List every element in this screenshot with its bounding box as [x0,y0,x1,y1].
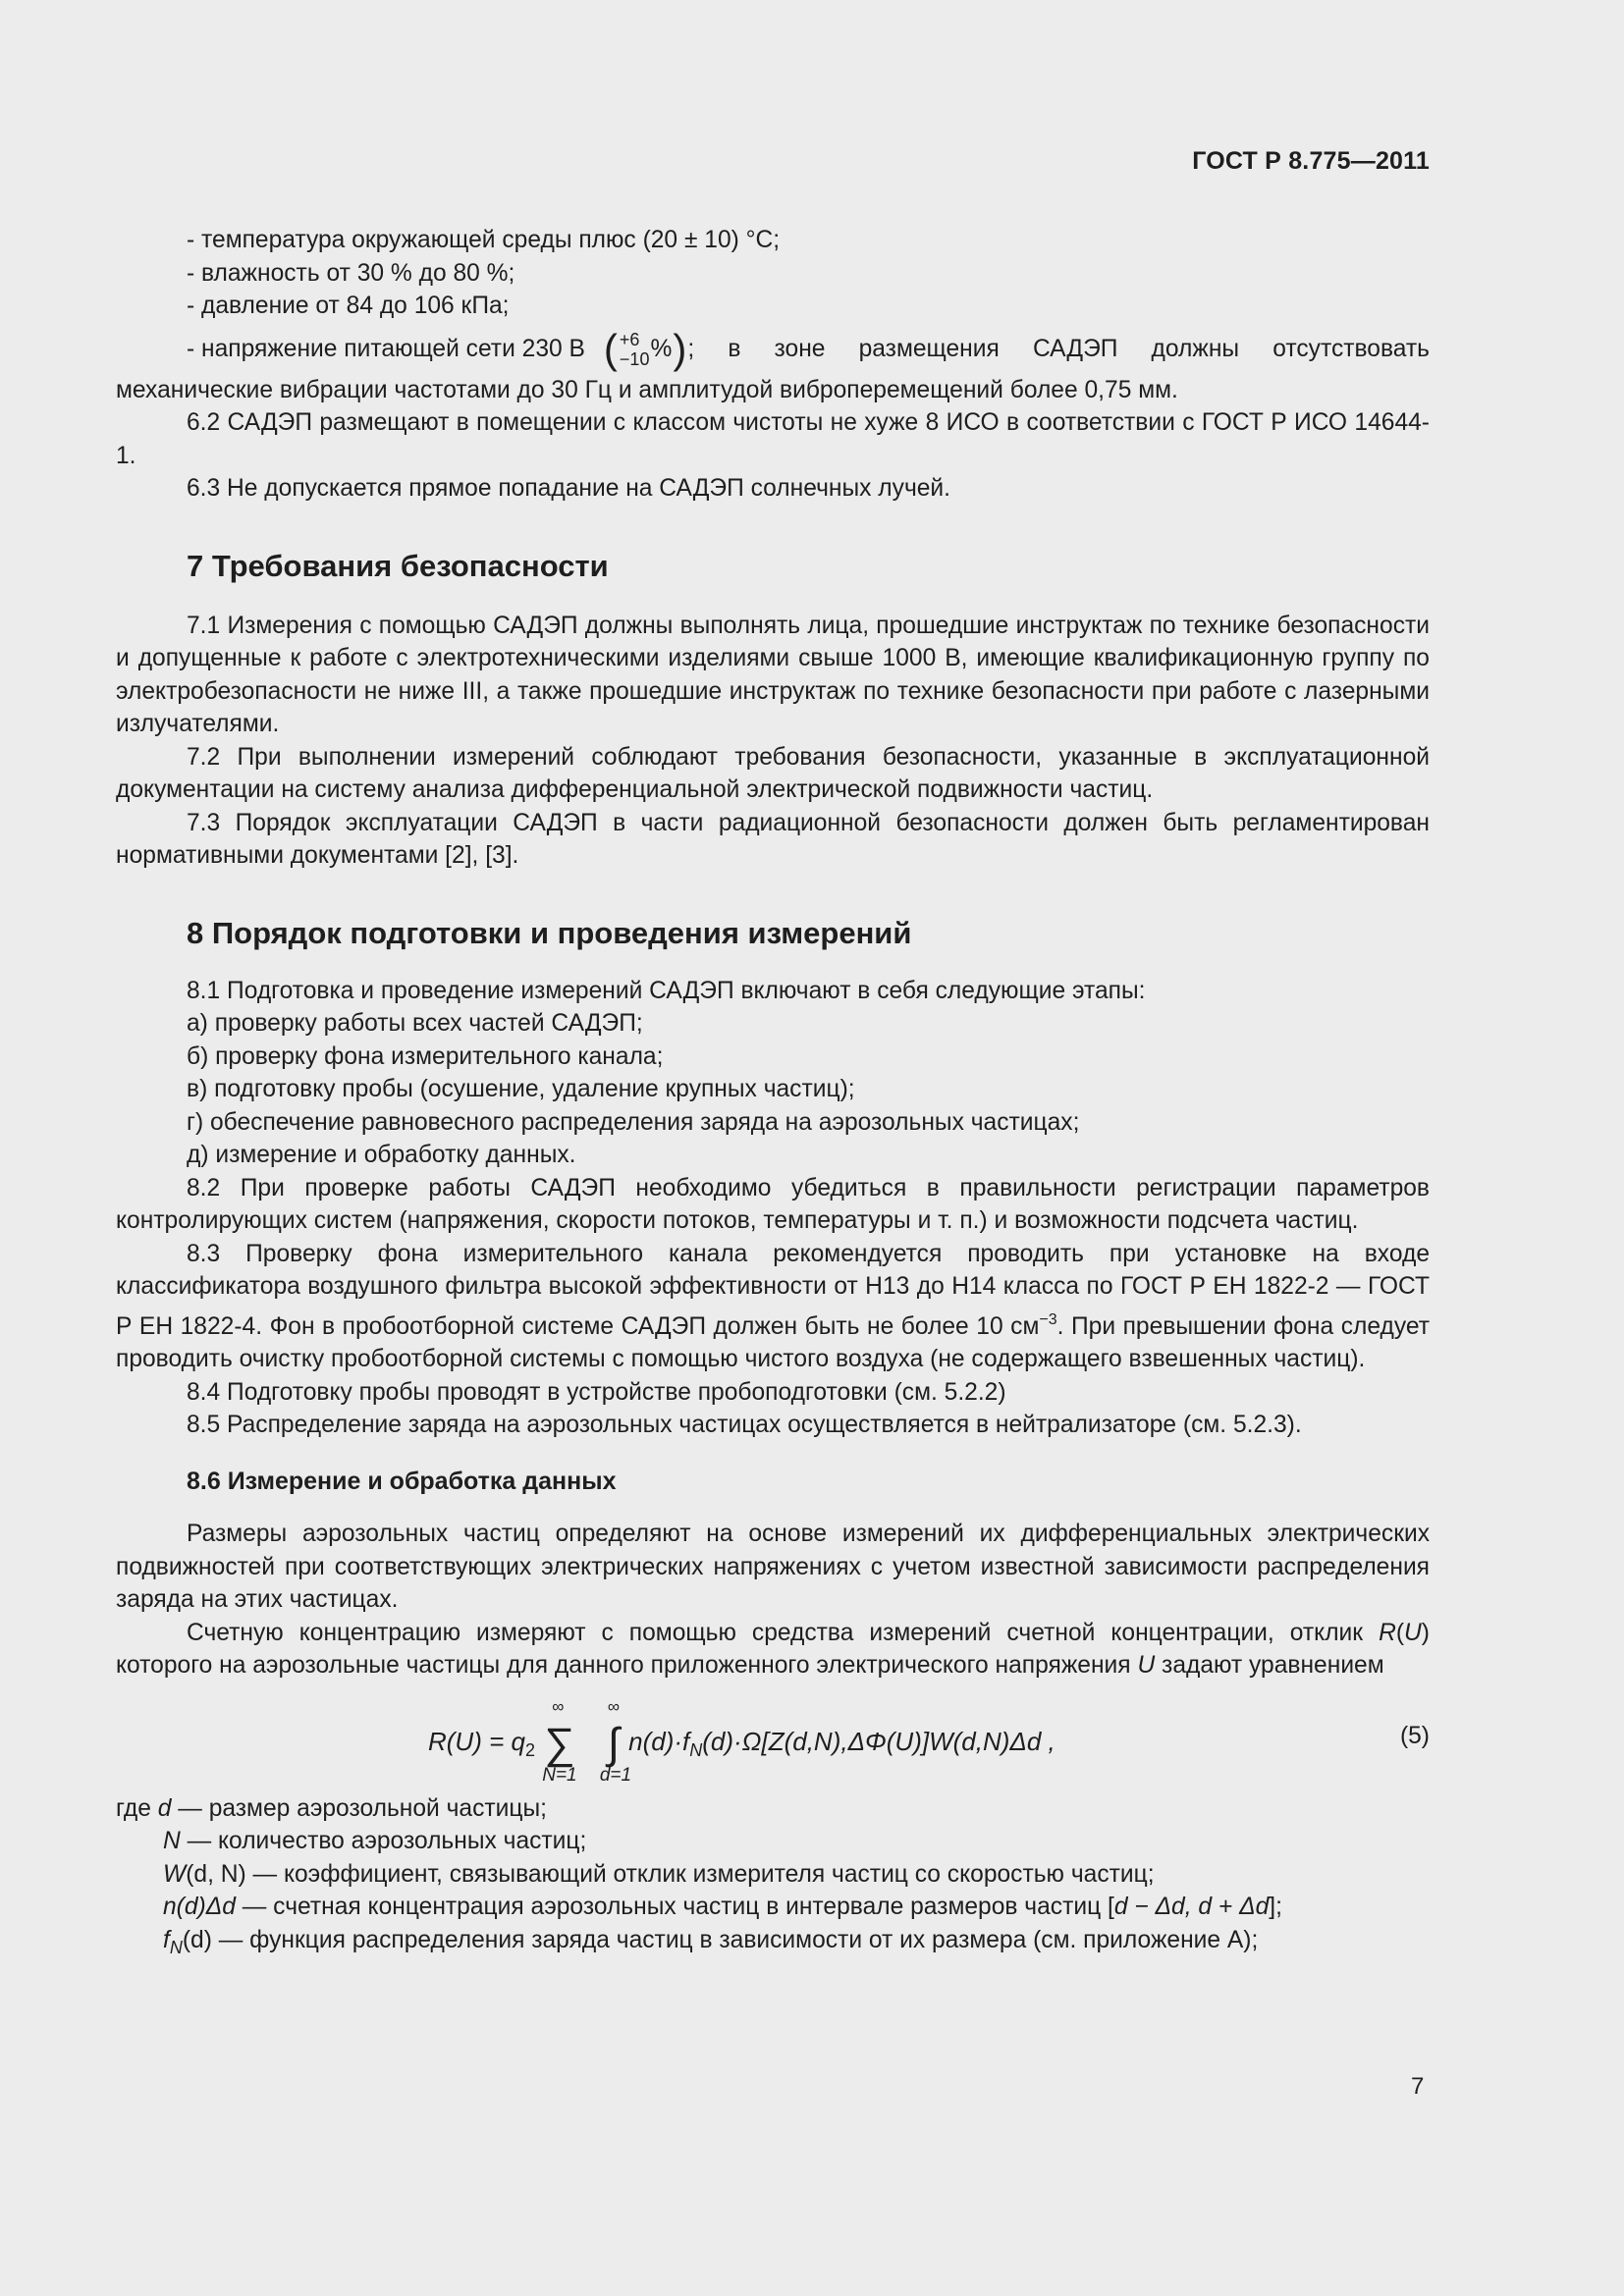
paragraph-7-3: 7.3 Порядок эксплуатации САДЭП в части радиационной безопасности должен быть регламентирован нормативными документами [2], [3]. [116,809,1430,869]
definition-symbol: N [163,1828,181,1854]
formula-q-subscript: 2 [524,1739,535,1760]
definition-symbol: f [163,1926,170,1953]
paragraph-8-6-1: Размеры аэрозольных частиц определяют на основе измерений их дифференциальных электрических подвижностей при соответствующих электрических напряжениях с учетом известной зависимости распределения заряда на этих частицах. [116,1521,1430,1613]
integral-operator [599,1696,632,1786]
condition-voltage [116,325,1430,372]
definition-args: (d) [182,1926,212,1953]
right-paren: ) [673,325,687,372]
integral-upper-limit: ∞ [607,1696,620,1716]
voltage-continuation: механические вибрации частотами до 30 Гц и амплитудой виброперемещений более 0,75 мм. [116,376,1178,403]
tolerance-minus: −10 [619,348,650,369]
paragraph-8-5: 8.5 Распределение заряда на аэрозольных частицах осуществляется в нейтрализаторе (см. 5.2.3). [187,1412,1302,1438]
formula-number: (5) [1399,1722,1430,1749]
definitions-list [116,1792,1430,1965]
paragraph-8-6-2-text: Счетную концентрацию измеряют с помощью средства измерений счетной концентрации, отклик [187,1619,1364,1646]
definition-nd [116,1891,1430,1924]
voltage-tolerance [620,330,650,369]
paragraph-6-2: 6.2 САДЭП размещают в помещении с классом чистоты не хуже 8 ИСО в соответствии с ГОСТ Р ИСО 14644-1. [116,409,1430,469]
paragraph-8-6-2-text-cont: которого на аэрозольные частицы для данного приложенного электрического напряжения [116,1652,1131,1679]
definition-w [116,1858,1430,1892]
formula-expression [428,1696,1056,1786]
paragraph-7-2: 7.2 При выполнении измерений соблюдают требования безопасности, указанные в эксплуатационной документации на систему анализа дифференциальной электрической подвижности частиц. [116,743,1430,803]
definition-fn [116,1924,1430,1965]
paragraph-8-3 [116,1238,1430,1376]
left-paren: ( [603,325,618,372]
definition-text-end: ]; [1269,1894,1282,1920]
definition-args: (d, N) [186,1860,246,1888]
condition-pressure: - давление от 84 до 106 кПа; [187,293,510,319]
formula-lhs: R(U) = q [428,1726,525,1756]
page-number: 7 [1411,2073,1425,2100]
paragraph-6-3: 6.3 Не допускается прямое попадание на САДЭП солнечных лучей. [187,475,951,502]
step-item: в) подготовку пробы (осушение, удаление крупных частиц); [187,1076,855,1102]
paragraph-8-3-text-cont: . При превышении фона следует проводить очистку пробоотборной системы с помощью чистого воздуха (не содержащего взвешенных частиц). [116,1312,1430,1372]
definition-subscript: N [169,1937,183,1957]
step-item: д) измерение и обработку данных. [187,1142,576,1168]
step-item: г) обеспечение равновесного распределения заряда на аэрозольных частицах; [187,1108,1080,1136]
subsection-8-6-title: 8.6 Измерение и обработка данных [187,1467,617,1495]
sum-lower-limit: N=1 [542,1764,577,1786]
tolerance-plus: +6 [619,329,640,349]
sum-upper-limit: ∞ [552,1696,565,1716]
symbol-u: U [1137,1652,1156,1679]
formula-body-cont: (d)·Ω[Z(d,N),ΔΦ(U)]W(d,N)Δd , [702,1726,1056,1756]
sum-operator [542,1696,577,1786]
formula-body: n(d)·f [628,1726,690,1756]
definition-text: — количество аэрозольных частиц; [180,1828,587,1854]
where-label: где [116,1794,151,1822]
definition-range: d − Δd, d + Δd [1113,1894,1270,1920]
paragraph-8-2: 8.2 При проверке работы САДЭП необходимо убедиться в правильности регистрации параметров контролирующих систем (напряжения, скорости потоков, температуры и т. п.) и возможности подсчета частиц. [116,1174,1430,1234]
definition-text: — функция распределения заряда частиц в зависимости от их размера (см. приложение А); [211,1926,1259,1953]
formula-f-subscript: N [689,1739,703,1760]
condition-temperature: - температура окружающей среды плюс (20 ± 10) °С; [187,227,781,253]
voltage-prefix: - напряжение питающей сети 230 В [187,335,585,362]
paragraph-8-4: 8.4 Подготовку пробы проводят в устройстве пробоподготовки (см. 5.2.2) [187,1378,1006,1406]
page-content [116,224,1430,1964]
integral-sign: ∫ [607,1719,620,1768]
voltage-suffix: ; в зоне размещения САДЭП должны отсутствовать [687,335,1430,362]
definition-d [116,1792,1430,1826]
definition-text: — счетная концентрация аэрозольных частиц в интервале размеров частиц [ [235,1894,1114,1920]
paragraph-8-6-2-text-end: задают уравнением [1162,1652,1384,1679]
condition-humidity: - влажность от 30 % до 80 %; [187,259,515,287]
definition-text: — размер аэрозольной частицы; [171,1794,547,1822]
step-item: а) проверку работы всех частей САДЭП; [187,1010,643,1037]
document-id: ГОСТ Р 8.775—2011 [1192,147,1430,175]
integral-lower-limit: d=1 [599,1764,632,1786]
symbol-r: R [1379,1619,1396,1646]
paragraph-8-6-2: Счетную концентрацию измеряют с помощью средства измерений счетной концентрации, отклик R(U) которого на аэрозольные частицы для данного приложенного электрического напряжения U задают уравнением [116,1619,1430,1679]
definition-symbol: d [157,1794,172,1822]
tolerance-unit: % [650,335,673,362]
paragraph-7-1: 7.1 Измерения с помощью САДЭП должны выполнять лица, прошедшие инструктаж по технике безопасности и допущенные к работе с электротехническими изделиями свыше 1000 В, имеющие квалификационную группу по электробезопасности не ниже III, а также прошедшие инструктаж по технике безопасности при работе с лазерными излучателями. [116,612,1430,737]
sum-sign: ∑ [544,1719,575,1768]
definition-symbol: n(d)Δd [163,1894,236,1920]
paragraph-8-1: 8.1 Подготовка и проведение измерений САДЭП включают в себя следующие этапы: [187,977,1146,1004]
definition-symbol: W [163,1860,187,1888]
section-8-title: 8 Порядок подготовки и проведения измерений [187,915,912,950]
formula-5 [116,1690,1430,1789]
step-item: б) проверку фона измерительного канала; [187,1042,664,1070]
section-7-title: 7 Требования безопасности [187,548,609,583]
definition-n [116,1825,1430,1858]
definition-text: — коэффициент, связывающий отклик измерителя частиц со скоростью частиц; [245,1860,1155,1888]
symbol-u: U [1404,1619,1422,1646]
cm-exponent: −3 [1039,1310,1057,1328]
paragraph-8-3-text: 8.3 Проверку фона измерительного канала рекомендуется проводить при установке на входе классификатора воздушного фильтра высокой эффективности от Н13 до Н14 класса по ГОСТ Р ЕН 1822-2 — ГОСТ Р ЕН 1822-4. Фон в пробоотборной системе САДЭП должен быть не более 10 см [116,1240,1430,1340]
